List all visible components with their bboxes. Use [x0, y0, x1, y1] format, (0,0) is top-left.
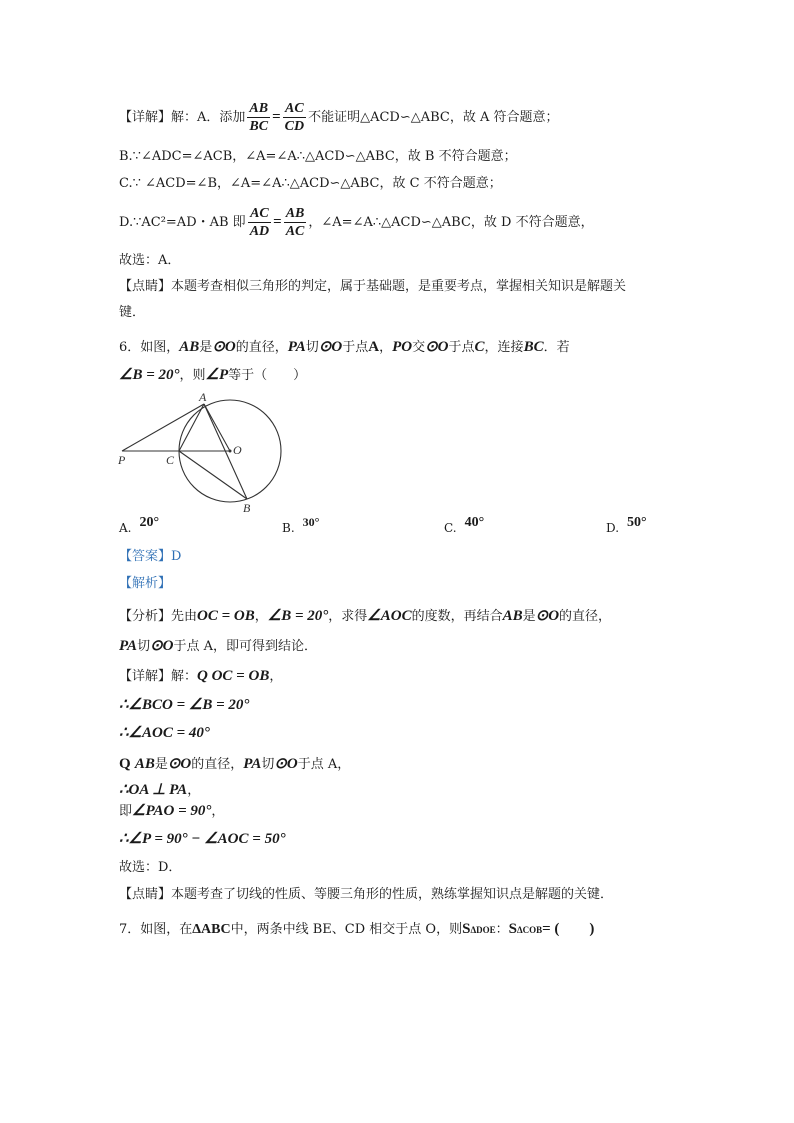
fraction-ab-bc [247, 100, 270, 135]
segment-ab: AB [502, 608, 523, 624]
text: 即 [119, 804, 133, 819]
circle-o: ⊙O [150, 638, 174, 654]
option-value: 50° [627, 515, 647, 530]
segment-pa: PA [287, 339, 306, 355]
text: 是 [154, 757, 168, 772]
text: 【分析】先由 [119, 609, 198, 624]
text: 是 [199, 340, 213, 355]
text: ，求得 [328, 609, 368, 624]
text: ， [269, 669, 283, 684]
angle-aoc: ∠AOC [367, 608, 412, 624]
q6-step-perp [119, 781, 200, 800]
text: ， [254, 609, 268, 624]
q6-number: 6．如图， [119, 340, 180, 355]
segment-pa: PA [119, 638, 138, 654]
area-s: S [462, 921, 471, 937]
point-a: A [368, 339, 380, 355]
option-value: 20° [139, 515, 160, 530]
option-b[interactable] [282, 515, 320, 536]
segment-ab: AB [134, 756, 155, 772]
angle-b-given: ∠B = 20° [119, 367, 180, 383]
area-subscript-cob: ΔCOB [516, 925, 543, 935]
center-dot [229, 450, 232, 453]
option-letter: B. [282, 521, 295, 535]
equals-sign: = [272, 109, 281, 125]
option-value: 30° [302, 515, 320, 529]
q5-comment-line1: 【点睛】本题考查相似三角形的判定，属于基础题，是重要考点，掌握相关知识是解题关 [119, 279, 627, 294]
line-cb [179, 451, 247, 499]
text: 于点 A， [297, 757, 351, 772]
q6-choose: 故选：D． [119, 860, 182, 875]
line-ao [204, 404, 230, 451]
circle-o: ⊙O [274, 756, 298, 772]
text: ， [379, 340, 393, 355]
q5-choose: 故选：A． [119, 253, 181, 268]
text: 等于（ ） [228, 368, 307, 383]
q7-number: 7．如图，在 [119, 922, 193, 937]
circle-o: ⊙O [318, 339, 343, 355]
fraction-ac-ad [248, 205, 271, 240]
q5-d-suffix: ，∠A=∠A∴△ACD∽△ABC，故 D 不符合题意， [308, 215, 594, 230]
angle-p: ∠P [205, 367, 229, 383]
option-c[interactable] [444, 515, 485, 537]
triangle-abc: ΔABC [192, 922, 231, 937]
text: 于点 [448, 340, 475, 355]
eq-angle-b: ∠B = 20° [267, 608, 329, 624]
circle-o: ⊙O [535, 608, 560, 624]
text: 【详解】解： [119, 669, 198, 684]
q5-option-d-line [119, 205, 594, 240]
label-o: O [233, 443, 242, 457]
text: 切 [261, 757, 275, 772]
q6-step-bco: ∴∠BCO = ∠B = 20° [119, 697, 250, 713]
text: ， [187, 783, 201, 798]
frac-num: AC [283, 100, 306, 118]
q6-step-result: ∴∠P = 90° − ∠AOC = 50° [119, 831, 286, 847]
label-p: P [118, 453, 126, 467]
circle-o: ⊙O [212, 339, 236, 355]
eq-pao: ∠PAO = 90° [132, 803, 212, 819]
q6-fenxi-line1 [119, 607, 611, 626]
frac-den: AD [249, 224, 270, 239]
text: ，则 [179, 368, 206, 383]
circle-o: ⊙O [167, 756, 192, 772]
text: ．若 [543, 340, 570, 355]
text: 是 [522, 609, 536, 624]
segment-ab: AB [179, 339, 200, 355]
segment-po: PO [392, 339, 413, 355]
option-letter: C. [444, 521, 457, 535]
frac-num: AB [249, 101, 269, 116]
text: ： [495, 922, 509, 937]
q5-a-prefix: 【详解】解：A．添加 [119, 110, 246, 125]
text: 中，两条中线 BE、CD 相交于点 O，则 [230, 922, 463, 937]
text: 的直径， [191, 757, 244, 772]
q5-comment-line2: 键． [119, 305, 146, 320]
area-subscript-doe: ΔDOE [470, 925, 496, 935]
option-letter: A. [119, 521, 132, 535]
q6-xiangjie-line [119, 667, 282, 686]
option-a[interactable] [119, 515, 160, 537]
text: ， [211, 804, 225, 819]
q7-stem [119, 920, 594, 939]
option-letter: D. [606, 521, 620, 535]
text: 的度数，再结合 [411, 609, 503, 624]
q5-a-suffix: 不能证明△ACD∽△ABC，故 A 符合题意； [308, 110, 559, 125]
text: 的直径， [235, 340, 288, 355]
text: 的直径， [559, 609, 612, 624]
q5-option-b-line: B.∵∠ADC=∠ACB，∠A=∠A∴△ACD∽△ABC，故 B 不符合题意； [119, 149, 517, 164]
q6-stem-line1 [119, 338, 570, 357]
frac-den: BC [249, 119, 269, 134]
frac-num: AB [285, 206, 305, 221]
frac-den: AC [285, 224, 305, 239]
frac-num: AC [248, 205, 271, 223]
text: 于点 A，即可得到结论． [173, 639, 318, 654]
q5-option-a-line [119, 100, 559, 135]
eq-oc-ob: Q OC = OB [197, 668, 270, 684]
text: 交 [412, 340, 426, 355]
label-a: A [199, 390, 207, 404]
segment-bc: BC [523, 339, 544, 355]
fraction-ab-ac [284, 205, 307, 240]
q5-option-c-line: C.∵ ∠ACD=∠B，∠A=∠A∴△ACD∽△ABC，故 C 不符合题意； [119, 176, 502, 191]
label-b: B [243, 501, 251, 515]
text: 于点 [342, 340, 369, 355]
q6-answer: 【答案】D [119, 549, 182, 564]
equals-sign: = [273, 214, 282, 230]
q6-analysis-heading: 【解析】 [119, 576, 172, 591]
text: 切 [305, 340, 319, 355]
q6-step-aoc: ∴∠AOC = 40° [119, 725, 210, 741]
q6-step-diameter [119, 755, 350, 774]
circle-o: ⊙O [425, 339, 449, 355]
area-s: S [508, 921, 517, 937]
segment-pa: PA [243, 756, 262, 772]
text: Q [119, 756, 131, 772]
fraction-ac-cd [283, 100, 306, 135]
label-c: C [166, 453, 175, 467]
q6-step-pao [119, 802, 224, 821]
option-value: 40° [464, 515, 485, 530]
answer-blank: = ( ) [542, 921, 595, 937]
text: 切 [137, 639, 151, 654]
eq-oc-ob: OC = OB [197, 608, 255, 624]
eq-oa-perp-pa: ∴OA ⊥ PA [119, 782, 188, 798]
q6-fenxi-line2 [119, 637, 317, 656]
option-d[interactable] [606, 515, 647, 537]
q5-d-prefix: D.∵AC²=AD・AB 即 [119, 215, 246, 230]
q6-comment: 【点睛】本题考查了切线的性质、等腰三角形的性质，熟练掌握知识点是解题的关键． [119, 887, 614, 902]
text: ，连接 [484, 340, 524, 355]
q6-geometry-figure [110, 386, 290, 516]
frac-den: CD [284, 119, 305, 134]
q6-stem-line2 [119, 366, 306, 385]
point-c: C [474, 339, 485, 355]
